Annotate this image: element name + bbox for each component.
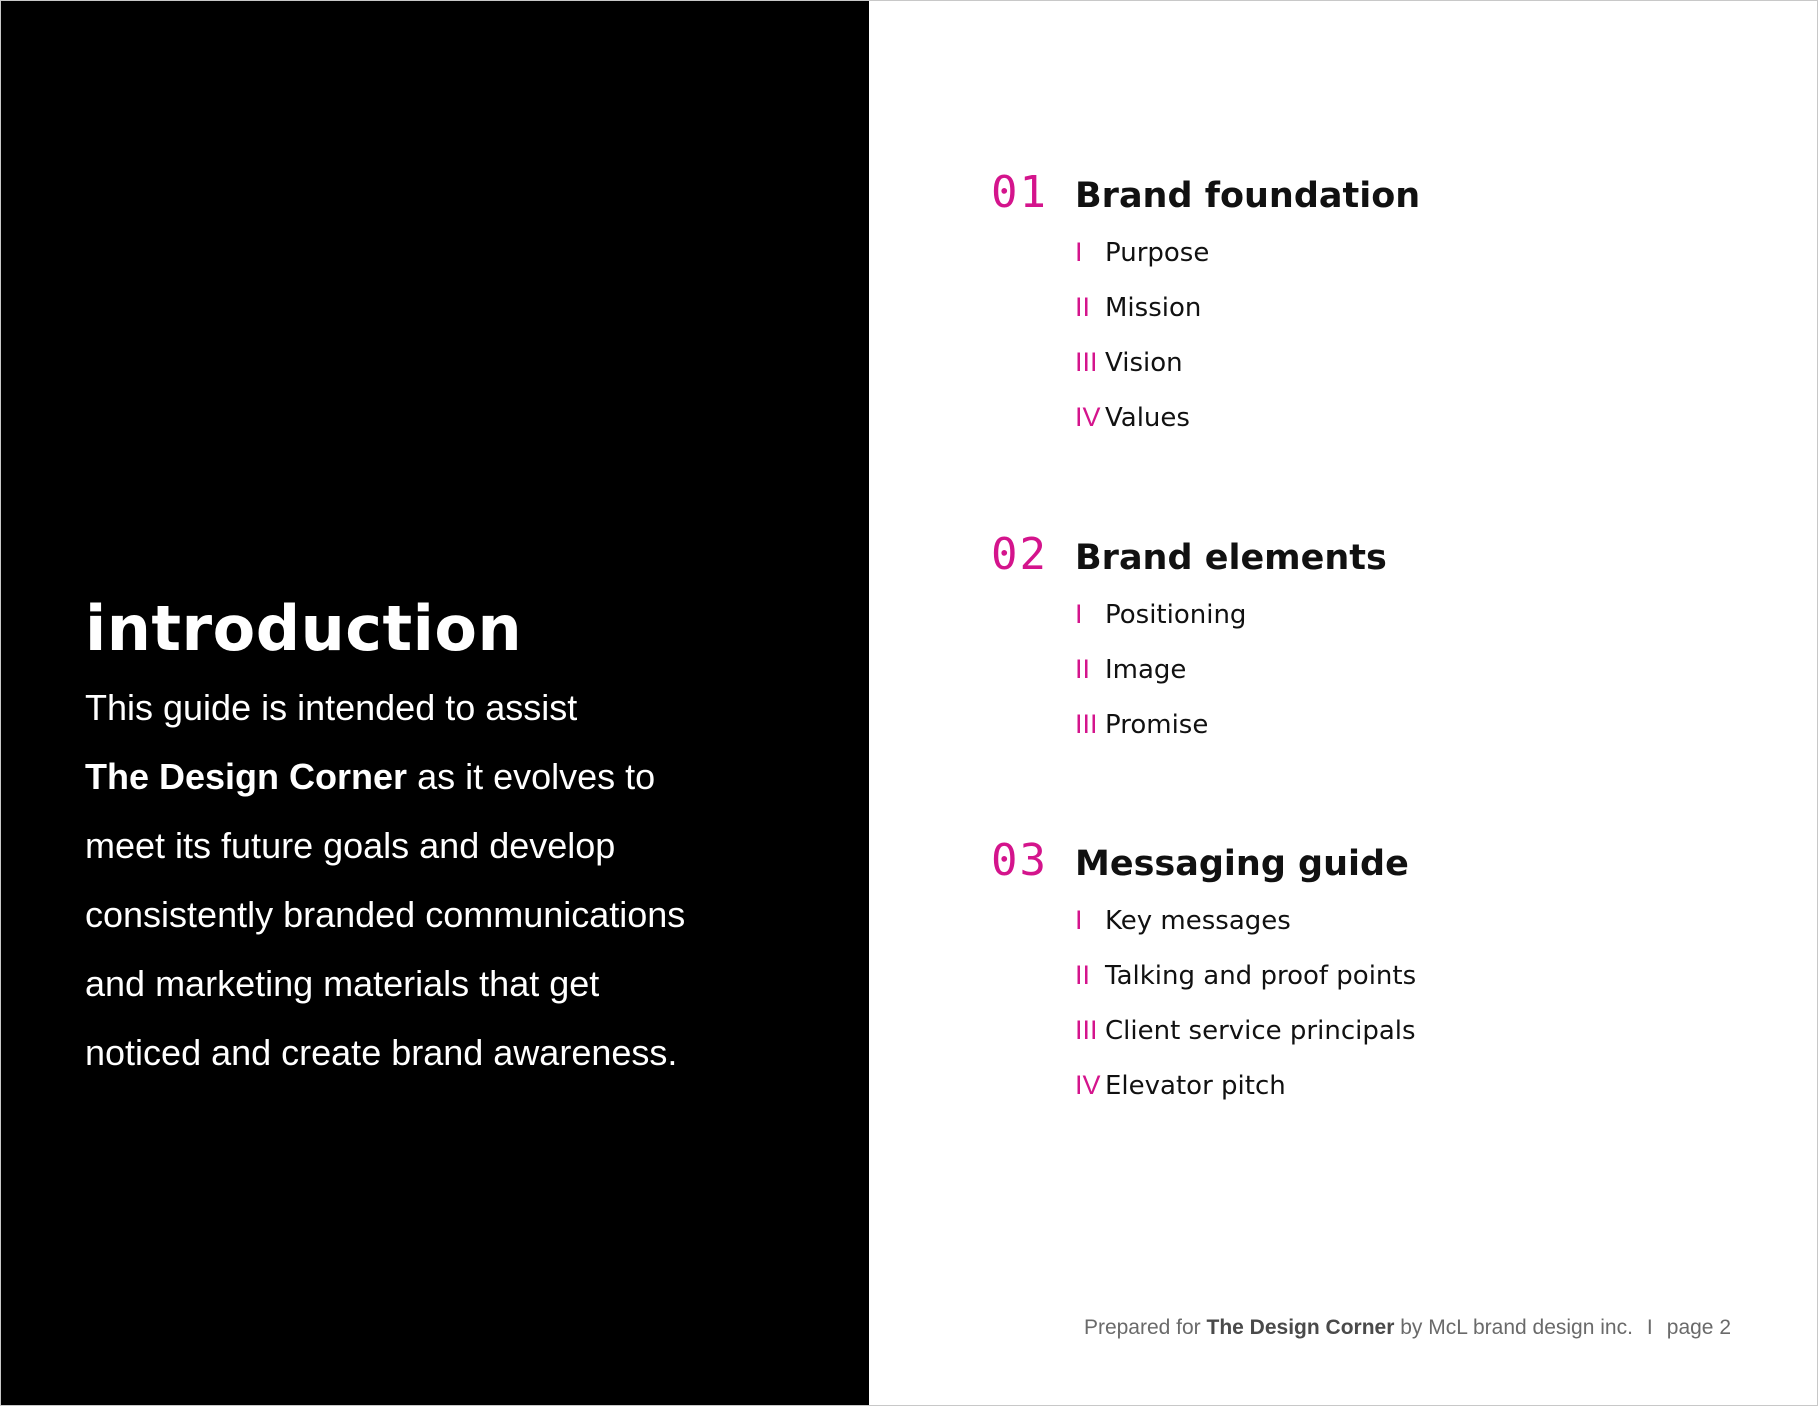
- roman-numeral: II: [1075, 292, 1091, 322]
- toc-section-heading[interactable]: [991, 523, 1387, 587]
- toc-item-label: Image: [1105, 655, 1187, 685]
- toc-item-vision[interactable]: [1075, 335, 1420, 390]
- section-number: 03: [991, 835, 1048, 886]
- section-number: 01: [991, 167, 1048, 218]
- intro-line: [85, 880, 825, 949]
- page-footer: [1084, 1313, 1731, 1343]
- intro-text: This guide is intended to assist: [85, 687, 578, 728]
- section-title: Brand foundation: [1075, 176, 1421, 216]
- intro-text: as it evolves to: [407, 756, 656, 797]
- toc-item-label: Vision: [1105, 348, 1183, 378]
- toc-subsection-list: [991, 893, 1416, 1113]
- toc-item-values[interactable]: [1075, 390, 1420, 445]
- roman-numeral: II: [1075, 960, 1091, 990]
- roman-numeral: III: [1075, 709, 1098, 739]
- toc-item-key-messages[interactable]: [1075, 893, 1416, 948]
- toc-subsection-list: [991, 587, 1387, 752]
- toc-section-heading[interactable]: [991, 161, 1420, 225]
- toc-item-positioning[interactable]: [1075, 587, 1387, 642]
- toc-item-label: Mission: [1105, 293, 1202, 323]
- intro-text: meet its future goals and develop: [85, 825, 616, 866]
- toc-section-heading[interactable]: [991, 829, 1416, 893]
- toc-item-label: Values: [1105, 403, 1190, 433]
- intro-title: introduction: [85, 592, 523, 665]
- intro-line: [85, 673, 825, 742]
- toc-item-purpose[interactable]: [1075, 225, 1420, 280]
- intro-panel: [1, 1, 869, 1405]
- section-number: 02: [991, 529, 1048, 580]
- footer-brand-name: The Design Corner: [1206, 1316, 1395, 1339]
- toc-item-mission[interactable]: [1075, 280, 1420, 335]
- toc-section-brand-elements[interactable]: [991, 523, 1387, 752]
- page-number: page 2: [1666, 1316, 1731, 1339]
- footer-separator: I: [1646, 1316, 1653, 1339]
- roman-numeral: IV: [1075, 1070, 1101, 1100]
- intro-line: [85, 811, 825, 880]
- footer-prefix: Prepared for: [1083, 1316, 1207, 1339]
- roman-numeral: III: [1075, 1015, 1098, 1045]
- intro-brand-name: The Design Corner: [85, 756, 408, 797]
- toc-item-label: Client service principals: [1105, 1016, 1416, 1046]
- toc-subsection-list: [991, 225, 1420, 445]
- toc-item-image[interactable]: [1075, 642, 1387, 697]
- intro-text: and marketing materials that get: [85, 963, 600, 1004]
- roman-numeral: I: [1075, 599, 1083, 629]
- intro-text: noticed and create brand awareness.: [85, 1032, 678, 1073]
- toc-item-label: Elevator pitch: [1105, 1071, 1286, 1101]
- toc-item-label: Positioning: [1105, 600, 1247, 630]
- section-title: Brand elements: [1075, 538, 1387, 578]
- intro-line: [85, 742, 825, 811]
- section-title: Messaging guide: [1075, 844, 1409, 884]
- toc-item-talking-points[interactable]: [1075, 948, 1416, 1003]
- toc-section-messaging-guide[interactable]: [991, 829, 1416, 1113]
- toc-section-brand-foundation[interactable]: [991, 161, 1420, 445]
- roman-numeral: IV: [1075, 402, 1101, 432]
- roman-numeral: I: [1075, 237, 1083, 267]
- intro-line: [85, 949, 825, 1018]
- intro-text: consistently branded communications: [85, 894, 686, 935]
- toc-item-label: Promise: [1105, 710, 1209, 740]
- roman-numeral: III: [1075, 347, 1098, 377]
- toc-item-label: Purpose: [1105, 238, 1210, 268]
- toc-item-label: Talking and proof points: [1105, 961, 1417, 991]
- intro-body: [85, 673, 825, 1087]
- toc-item-client-service[interactable]: [1075, 1003, 1416, 1058]
- toc-item-label: Key messages: [1105, 906, 1291, 936]
- roman-numeral: II: [1075, 654, 1091, 684]
- footer-suffix: by McL brand design inc.: [1394, 1316, 1633, 1339]
- intro-line: [85, 1018, 825, 1087]
- toc-item-promise[interactable]: [1075, 697, 1387, 752]
- toc-item-elevator-pitch[interactable]: [1075, 1058, 1416, 1113]
- roman-numeral: I: [1075, 905, 1083, 935]
